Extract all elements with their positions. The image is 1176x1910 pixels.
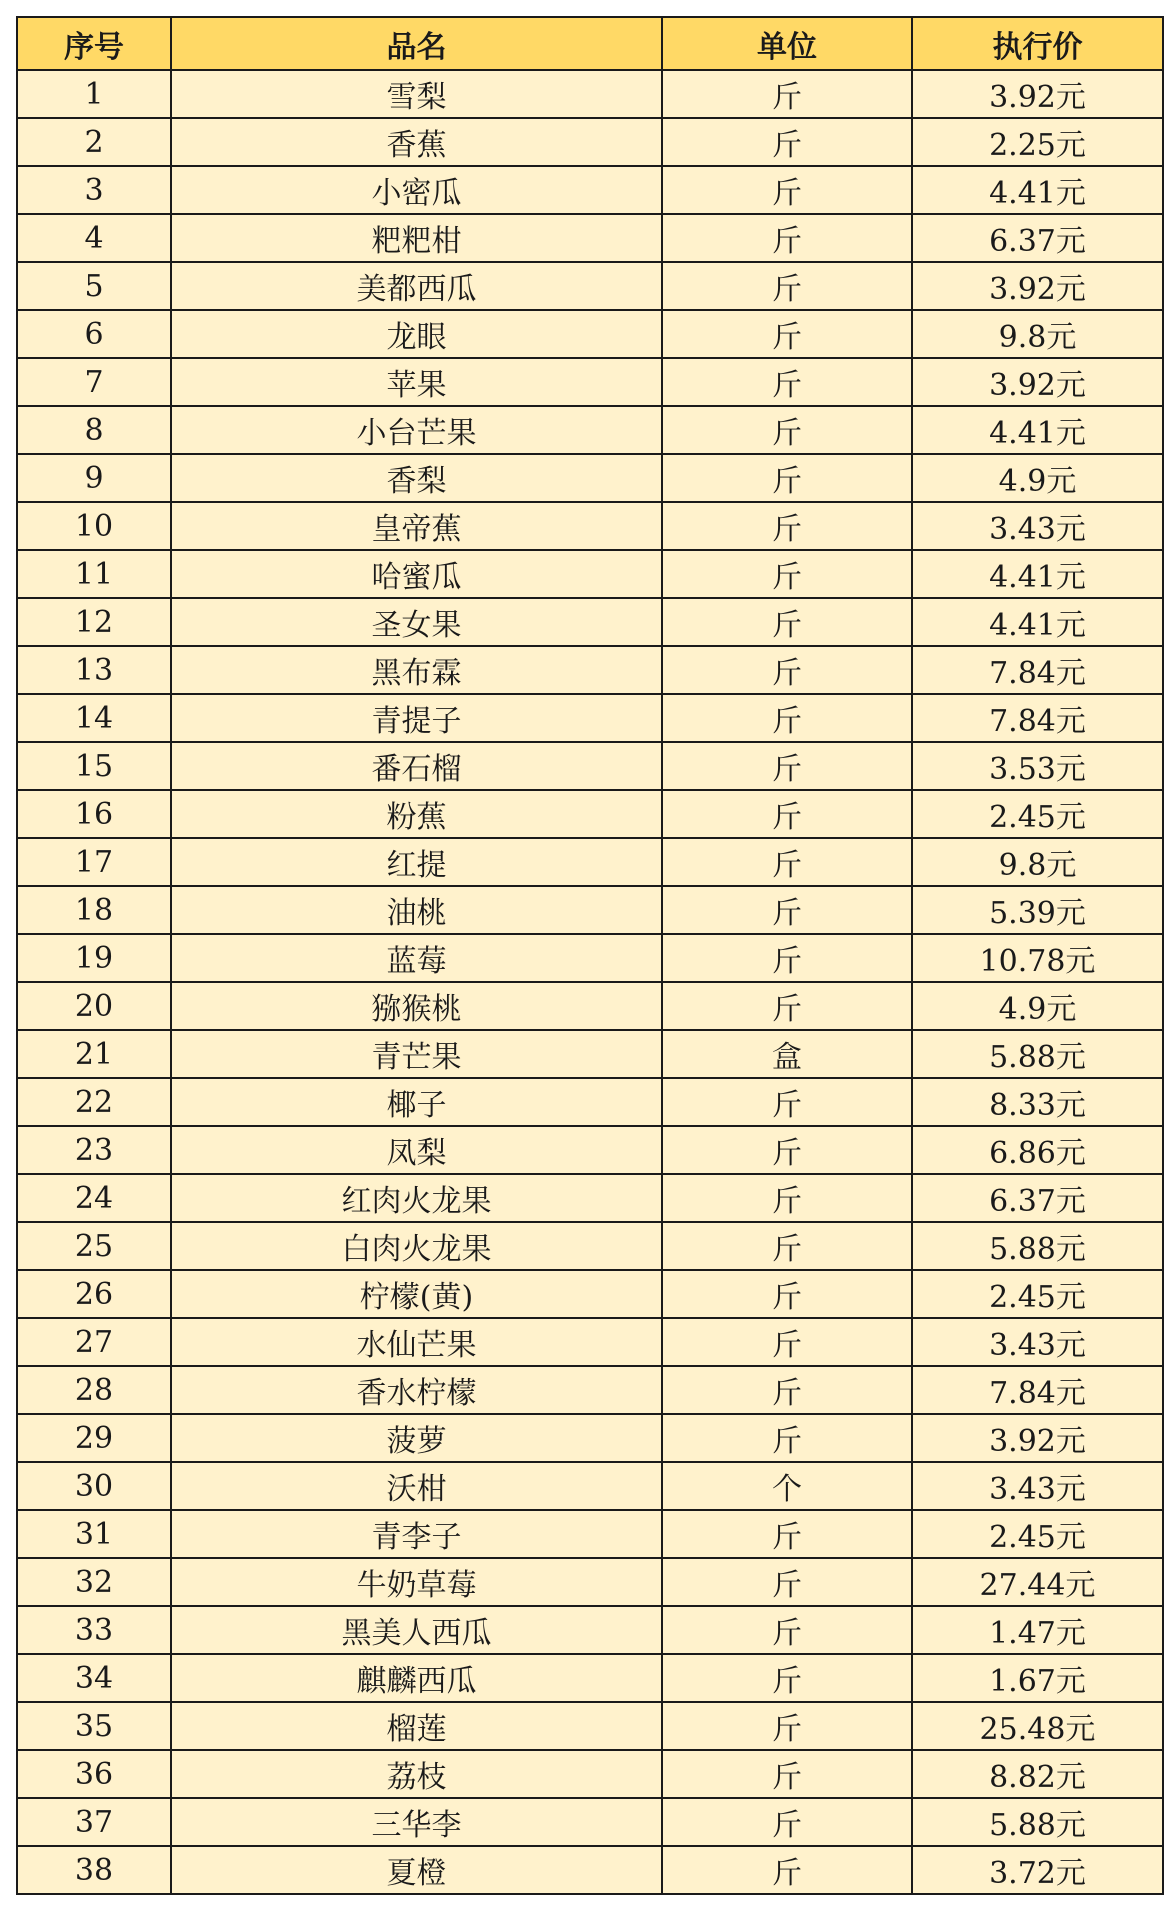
cell-unit: 斤	[662, 1750, 912, 1798]
cell-serial-number: 34	[17, 1654, 171, 1702]
table-row	[17, 1798, 1163, 1846]
cell-serial-number: 13	[17, 646, 171, 694]
table-row	[17, 358, 1163, 406]
table-body	[17, 70, 1163, 1894]
cell-serial-number: 19	[17, 934, 171, 982]
table-row	[17, 1750, 1163, 1798]
cell-product-name: 雪梨	[171, 70, 662, 118]
table-row	[17, 118, 1163, 166]
cell-price: 2.45元	[912, 1270, 1163, 1318]
cell-price: 9.8元	[912, 838, 1163, 886]
cell-serial-number: 5	[17, 262, 171, 310]
price-table	[16, 16, 1164, 1895]
cell-unit: 斤	[662, 310, 912, 358]
cell-unit: 斤	[662, 1654, 912, 1702]
cell-serial-number: 7	[17, 358, 171, 406]
cell-serial-number: 36	[17, 1750, 171, 1798]
header-product-name: 品名	[171, 17, 662, 70]
cell-price: 25.48元	[912, 1702, 1163, 1750]
cell-serial-number: 16	[17, 790, 171, 838]
cell-product-name: 青提子	[171, 694, 662, 742]
cell-unit: 斤	[662, 166, 912, 214]
cell-price: 3.53元	[912, 742, 1163, 790]
cell-price: 5.88元	[912, 1798, 1163, 1846]
cell-unit: 个	[662, 1462, 912, 1510]
cell-unit: 斤	[662, 502, 912, 550]
cell-product-name: 小台芒果	[171, 406, 662, 454]
cell-product-name: 香梨	[171, 454, 662, 502]
cell-product-name: 黑布霖	[171, 646, 662, 694]
cell-serial-number: 9	[17, 454, 171, 502]
table-row	[17, 1606, 1163, 1654]
cell-unit: 斤	[662, 1126, 912, 1174]
cell-product-name: 沃柑	[171, 1462, 662, 1510]
table-row	[17, 166, 1163, 214]
cell-unit: 斤	[662, 358, 912, 406]
cell-price: 4.41元	[912, 598, 1163, 646]
cell-price: 4.41元	[912, 550, 1163, 598]
table-row	[17, 1318, 1163, 1366]
table-row	[17, 214, 1163, 262]
table-row	[17, 694, 1163, 742]
cell-product-name: 龙眼	[171, 310, 662, 358]
cell-unit: 斤	[662, 1798, 912, 1846]
cell-unit: 斤	[662, 214, 912, 262]
table-row	[17, 1078, 1163, 1126]
cell-price: 4.41元	[912, 166, 1163, 214]
cell-unit: 斤	[662, 454, 912, 502]
table-row	[17, 1414, 1163, 1462]
cell-price: 3.43元	[912, 502, 1163, 550]
table-row	[17, 310, 1163, 358]
cell-product-name: 凤梨	[171, 1126, 662, 1174]
table-row	[17, 1510, 1163, 1558]
cell-product-name: 荔枝	[171, 1750, 662, 1798]
table-row	[17, 886, 1163, 934]
cell-price: 6.37元	[912, 214, 1163, 262]
cell-price: 2.45元	[912, 790, 1163, 838]
cell-price: 3.92元	[912, 70, 1163, 118]
cell-serial-number: 2	[17, 118, 171, 166]
table-row	[17, 934, 1163, 982]
cell-serial-number: 27	[17, 1318, 171, 1366]
table-row	[17, 1366, 1163, 1414]
cell-product-name: 粉蕉	[171, 790, 662, 838]
cell-product-name: 菠萝	[171, 1414, 662, 1462]
cell-product-name: 榴莲	[171, 1702, 662, 1750]
cell-serial-number: 37	[17, 1798, 171, 1846]
cell-serial-number: 26	[17, 1270, 171, 1318]
header-serial-number: 序号	[17, 17, 171, 70]
cell-serial-number: 24	[17, 1174, 171, 1222]
table-row	[17, 454, 1163, 502]
table-row	[17, 598, 1163, 646]
cell-unit: 斤	[662, 886, 912, 934]
cell-product-name: 哈蜜瓜	[171, 550, 662, 598]
cell-price: 7.84元	[912, 1366, 1163, 1414]
cell-unit: 斤	[662, 1702, 912, 1750]
cell-unit: 斤	[662, 838, 912, 886]
cell-unit: 斤	[662, 790, 912, 838]
cell-price: 8.33元	[912, 1078, 1163, 1126]
header-price: 执行价	[912, 17, 1163, 70]
table-row	[17, 406, 1163, 454]
cell-unit: 斤	[662, 694, 912, 742]
cell-price: 1.67元	[912, 1654, 1163, 1702]
table-row	[17, 1222, 1163, 1270]
cell-unit: 斤	[662, 550, 912, 598]
cell-serial-number: 4	[17, 214, 171, 262]
cell-product-name: 美都西瓜	[171, 262, 662, 310]
cell-serial-number: 11	[17, 550, 171, 598]
cell-serial-number: 33	[17, 1606, 171, 1654]
cell-serial-number: 8	[17, 406, 171, 454]
cell-serial-number: 25	[17, 1222, 171, 1270]
cell-price: 3.92元	[912, 1414, 1163, 1462]
cell-serial-number: 22	[17, 1078, 171, 1126]
cell-price: 2.45元	[912, 1510, 1163, 1558]
cell-unit: 盒	[662, 1030, 912, 1078]
cell-serial-number: 14	[17, 694, 171, 742]
cell-serial-number: 30	[17, 1462, 171, 1510]
table-row	[17, 550, 1163, 598]
header-row	[17, 17, 1163, 70]
table-row	[17, 838, 1163, 886]
cell-serial-number: 23	[17, 1126, 171, 1174]
table-row	[17, 1270, 1163, 1318]
table-row	[17, 1174, 1163, 1222]
table-row	[17, 790, 1163, 838]
cell-unit: 斤	[662, 118, 912, 166]
cell-price: 7.84元	[912, 694, 1163, 742]
cell-product-name: 夏橙	[171, 1846, 662, 1894]
cell-unit: 斤	[662, 1174, 912, 1222]
cell-product-name: 蓝莓	[171, 934, 662, 982]
cell-unit: 斤	[662, 1318, 912, 1366]
cell-price: 1.47元	[912, 1606, 1163, 1654]
cell-product-name: 猕猴桃	[171, 982, 662, 1030]
table-header	[17, 17, 1163, 70]
cell-price: 6.86元	[912, 1126, 1163, 1174]
cell-product-name: 青芒果	[171, 1030, 662, 1078]
table-row	[17, 1126, 1163, 1174]
cell-price: 3.92元	[912, 262, 1163, 310]
cell-product-name: 粑粑柑	[171, 214, 662, 262]
cell-product-name: 小密瓜	[171, 166, 662, 214]
cell-product-name: 麒麟西瓜	[171, 1654, 662, 1702]
table-row	[17, 1462, 1163, 1510]
cell-price: 5.39元	[912, 886, 1163, 934]
header-unit: 单位	[662, 17, 912, 70]
table-row	[17, 1558, 1163, 1606]
table-row	[17, 502, 1163, 550]
cell-unit: 斤	[662, 646, 912, 694]
cell-serial-number: 35	[17, 1702, 171, 1750]
cell-serial-number: 15	[17, 742, 171, 790]
cell-serial-number: 31	[17, 1510, 171, 1558]
cell-price: 9.8元	[912, 310, 1163, 358]
cell-product-name: 白肉火龙果	[171, 1222, 662, 1270]
cell-product-name: 香蕉	[171, 118, 662, 166]
cell-price: 4.9元	[912, 982, 1163, 1030]
cell-price: 4.41元	[912, 406, 1163, 454]
table-row	[17, 1030, 1163, 1078]
cell-unit: 斤	[662, 742, 912, 790]
cell-product-name: 黑美人西瓜	[171, 1606, 662, 1654]
cell-price: 5.88元	[912, 1030, 1163, 1078]
cell-price: 3.72元	[912, 1846, 1163, 1894]
cell-serial-number: 28	[17, 1366, 171, 1414]
cell-unit: 斤	[662, 70, 912, 118]
cell-product-name: 红肉火龙果	[171, 1174, 662, 1222]
cell-unit: 斤	[662, 1414, 912, 1462]
cell-serial-number: 10	[17, 502, 171, 550]
cell-unit: 斤	[662, 934, 912, 982]
cell-product-name: 红提	[171, 838, 662, 886]
cell-price: 3.43元	[912, 1318, 1163, 1366]
table-row	[17, 1702, 1163, 1750]
cell-price: 3.92元	[912, 358, 1163, 406]
cell-serial-number: 1	[17, 70, 171, 118]
cell-price: 8.82元	[912, 1750, 1163, 1798]
cell-product-name: 苹果	[171, 358, 662, 406]
cell-serial-number: 17	[17, 838, 171, 886]
cell-product-name: 水仙芒果	[171, 1318, 662, 1366]
cell-unit: 斤	[662, 1606, 912, 1654]
cell-serial-number: 6	[17, 310, 171, 358]
cell-price: 27.44元	[912, 1558, 1163, 1606]
cell-product-name: 皇帝蕉	[171, 502, 662, 550]
cell-product-name: 圣女果	[171, 598, 662, 646]
cell-unit: 斤	[662, 262, 912, 310]
cell-price: 6.37元	[912, 1174, 1163, 1222]
cell-unit: 斤	[662, 1510, 912, 1558]
cell-price: 7.84元	[912, 646, 1163, 694]
cell-product-name: 青李子	[171, 1510, 662, 1558]
table-row	[17, 742, 1163, 790]
cell-unit: 斤	[662, 982, 912, 1030]
cell-product-name: 油桃	[171, 886, 662, 934]
cell-serial-number: 38	[17, 1846, 171, 1894]
cell-unit: 斤	[662, 1558, 912, 1606]
cell-unit: 斤	[662, 1222, 912, 1270]
table-row	[17, 982, 1163, 1030]
table-row	[17, 646, 1163, 694]
cell-product-name: 牛奶草莓	[171, 1558, 662, 1606]
cell-unit: 斤	[662, 406, 912, 454]
cell-product-name: 椰子	[171, 1078, 662, 1126]
cell-serial-number: 29	[17, 1414, 171, 1462]
cell-unit: 斤	[662, 1078, 912, 1126]
cell-product-name: 香水柠檬	[171, 1366, 662, 1414]
cell-serial-number: 3	[17, 166, 171, 214]
cell-product-name: 三华李	[171, 1798, 662, 1846]
cell-price: 2.25元	[912, 118, 1163, 166]
table-row	[17, 262, 1163, 310]
cell-price: 5.88元	[912, 1222, 1163, 1270]
cell-unit: 斤	[662, 1846, 912, 1894]
table-row	[17, 1846, 1163, 1894]
cell-serial-number: 18	[17, 886, 171, 934]
cell-price: 10.78元	[912, 934, 1163, 982]
cell-price: 4.9元	[912, 454, 1163, 502]
cell-unit: 斤	[662, 1270, 912, 1318]
cell-serial-number: 21	[17, 1030, 171, 1078]
table-row	[17, 1654, 1163, 1702]
table-row	[17, 70, 1163, 118]
cell-product-name: 番石榴	[171, 742, 662, 790]
cell-unit: 斤	[662, 1366, 912, 1414]
cell-serial-number: 32	[17, 1558, 171, 1606]
cell-product-name: 柠檬(黄)	[171, 1270, 662, 1318]
cell-price: 3.43元	[912, 1462, 1163, 1510]
cell-unit: 斤	[662, 598, 912, 646]
cell-serial-number: 12	[17, 598, 171, 646]
cell-serial-number: 20	[17, 982, 171, 1030]
